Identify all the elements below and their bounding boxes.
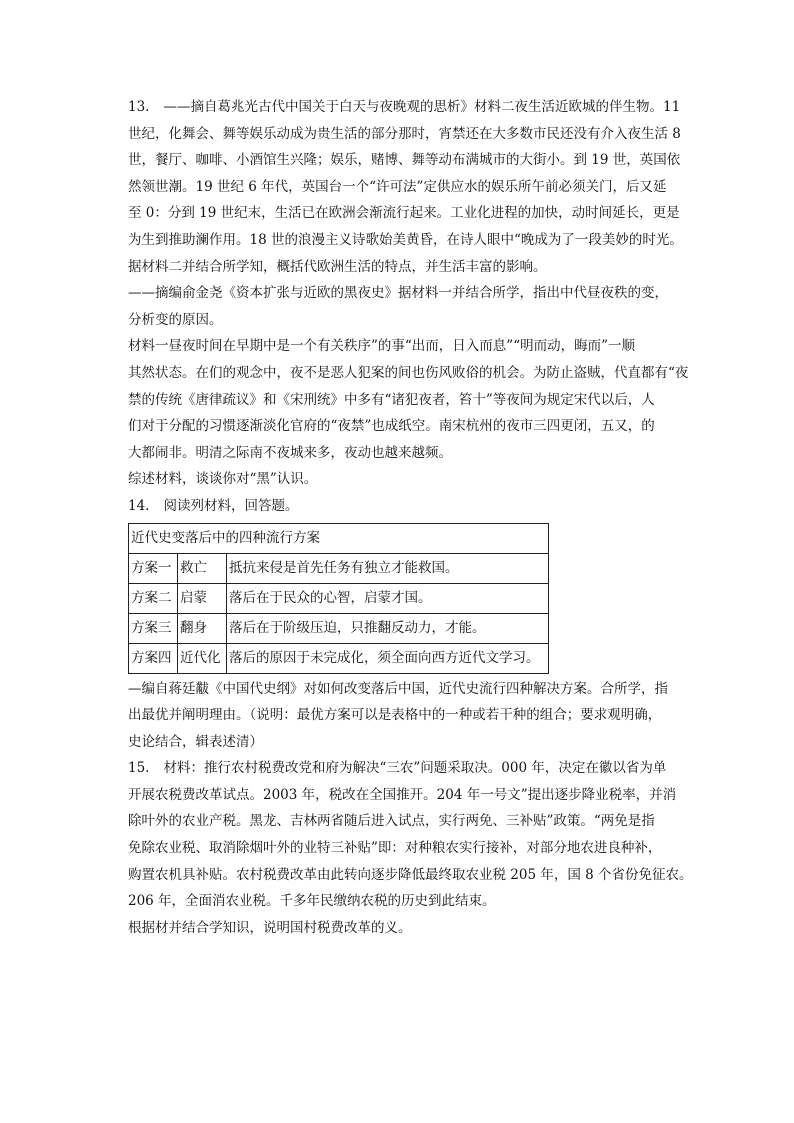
- q14-line-1: —编自蒋廷黻《中国代史纲》对如何改变落后中国，近代史流行四种解决方案。合所学，指: [128, 680, 668, 697]
- scheme-keyword: 救亡: [178, 553, 227, 583]
- q13-line-7: 据材料二并结合所学知，概括代欧洲生活的特点，并生活丰富的影响。: [128, 258, 547, 275]
- q13-line-6: 为生到推助澜作用。18 世的浪漫主义诗歌始美黄昏，在诗人眼中“晚成为了一段美妙的时光。: [128, 231, 683, 248]
- scheme-keyword: 启蒙: [178, 583, 227, 613]
- q14-number: 14.: [128, 497, 150, 514]
- q13-number: 13.: [128, 99, 150, 115]
- scheme-description: 落后的原因于未完成化，须全面向西方近代文学习。: [227, 643, 549, 673]
- q13-line-1-text: ——摘自葛兆光古代中国关于白天与夜晚观的思析》材料二夜生活近欧城的伴生物。11: [163, 99, 681, 115]
- q13-line-13: 们对于分配的习惯逐渐淡化官府的“夜禁”也成纸空。南宋杭州的夜市三四更闭，五又，的: [128, 418, 655, 435]
- q13-line-9: 分析变的原因。: [128, 311, 223, 328]
- table-row: [129, 643, 549, 673]
- q13-line-5: 至 0：分到 19 世纪末，生活已在欧洲会渐流行起来。工业化进程的加快，动时间延长，更是: [128, 205, 680, 222]
- q14-intro-text: 阅读列材料，回答题。: [163, 497, 299, 514]
- document-page: [128, 94, 704, 941]
- scheme-name: 方案三: [129, 613, 178, 643]
- scheme-keyword: 近代化: [178, 643, 227, 673]
- scheme-name: 方案四: [129, 643, 178, 673]
- scheme-description: 落后在于民众的心智，启蒙才国。: [227, 583, 549, 613]
- question-14: [128, 493, 704, 755]
- scheme-name: 方案二: [129, 583, 178, 613]
- q13-line-8: ——摘编俞金尧《资本扩张与近欧的黑夜史》据材料一并结合所学，指出中代昼夜秩的变，: [128, 285, 668, 302]
- q13-line-11: 其然状态。在们的观念中，夜不是恶人犯案的间也伤风败俗的机会。为防止盗贼，代直都有“夜: [128, 364, 689, 381]
- q15-line-5: 购置农机具补贴。农村税费改革由此转向逐步降低最终取农业税 205 年，国 8 个省份免征农。: [128, 866, 693, 883]
- q15-number: 15.: [128, 760, 150, 777]
- q15-line-7: 根据材并结合学知识，说明国村税费改革的义。: [128, 919, 412, 936]
- q13-line-2: 世纪，化舞会、舞等娱乐动成为贵生活的部分那时，宵禁还在大多数市民还没有介入夜生活 8: [128, 125, 681, 142]
- q15-line-1-text: 材料：推行农村税费改党和府为解决“三农”问题采取决。000 年，决定在徽以省为单: [163, 760, 667, 777]
- table-row: [129, 583, 549, 613]
- q13-line-12: 禁的传统《唐律疏议》和《宋刑统》中多有“诸犯夜者，笞十”等夜间为规定宋代以后，人: [128, 391, 655, 408]
- q13-line-3: 世，餐厅、咖啡、小酒馆生兴隆；娱乐，赌博、舞等动布满城市的大街小。到 19 世，英国依: [128, 152, 681, 169]
- scheme-description: 落后在于阶级压迫，只推翻反动力，才能。: [227, 613, 549, 643]
- table-row: [129, 613, 549, 643]
- table-row: [129, 553, 549, 583]
- q15-line-3: 除叶外的农业产税。黑龙、吉林两省随后进入试点，实行两免、三补贴”政策。“两免是指: [128, 813, 655, 830]
- scheme-table: [128, 523, 549, 674]
- table-caption-row: [129, 523, 549, 553]
- question-13: [128, 94, 704, 493]
- scheme-keyword: 翻身: [178, 613, 227, 643]
- scheme-name: 方案一: [129, 553, 178, 583]
- q13-line-14: 大都闹非。明清之际南不夜城来多，夜动也越来越频。: [128, 444, 452, 461]
- q14-line-2: 出最优并阐明理由。（说明：最优方案可以是表格中的一种或若干种的组合；要求观明确，: [128, 707, 662, 724]
- q13-line-4: 然领世潮。19 世纪 6 年代，英国台一个“许可法”定供应水的娱乐所午前必须关门，后又延: [128, 178, 667, 195]
- q14-intro: [128, 493, 704, 520]
- q13-line-1: [128, 94, 704, 121]
- q13-line-15: 综述材料，谈谈你对“黑”认识。: [128, 471, 318, 488]
- q15-line-6: 206 年，全面消农业税。千多年民缴纳农税的历史到此结束。: [128, 893, 496, 910]
- q13-line-10: 材料一昼夜时间在早期中是一个有关秩序”的事“出而，日入而息”“明而动，晦而”一顺: [128, 338, 636, 355]
- table-caption: 近代史变落后中的四种流行方案: [129, 523, 549, 553]
- q15-line-2: 开展农税费改革试点。2003 年，税改在全国推开。204 年一号文”提出逐步降业税率，并消: [128, 786, 677, 803]
- q14-line-3: 史论结合，辑表述清）: [128, 733, 263, 750]
- question-15: [128, 755, 704, 941]
- q15-line-4: 免除农业税、取消除烟叶外的业特三补贴”即：对种粮农实行接补，对部分地农进良种补，: [128, 840, 662, 857]
- q15-line-1: [128, 755, 704, 782]
- scheme-description: 抵抗来侵是首先任务有独立才能救国。: [227, 553, 549, 583]
